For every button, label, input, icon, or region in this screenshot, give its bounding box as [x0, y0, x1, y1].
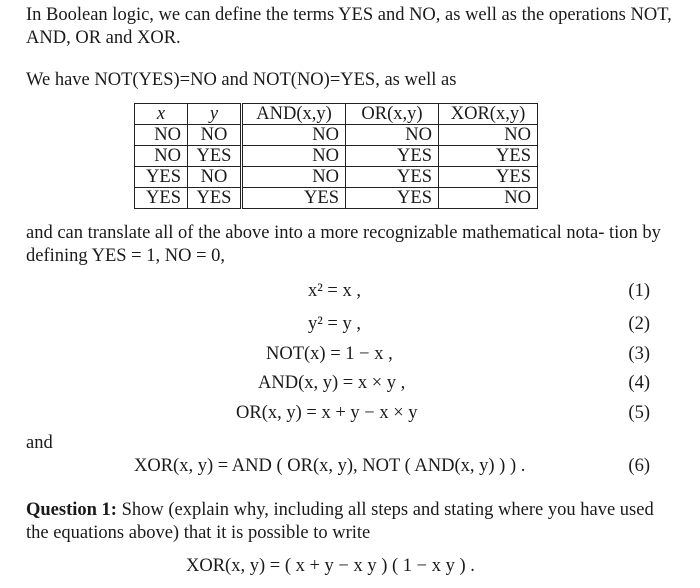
- table-row: [135, 125, 538, 146]
- table-row: [135, 188, 538, 209]
- cell: YES: [439, 167, 538, 188]
- cell: YES: [439, 146, 538, 167]
- header-or: OR(x,y): [346, 104, 439, 125]
- equation-number-2: (2): [628, 314, 650, 334]
- question-label: Question 1:: [26, 500, 117, 520]
- cell: NO: [188, 125, 242, 146]
- truth-table: [134, 103, 538, 209]
- not-definition-line: We have NOT(YES)=NO and NOT(NO)=YES, as well as: [26, 70, 457, 90]
- equation-5: OR(x, y) = x + y − x × y: [236, 403, 418, 423]
- truth-table-header: [135, 104, 538, 125]
- header-and: AND(x,y): [242, 104, 346, 125]
- header-x: x: [135, 104, 188, 125]
- equation-3: NOT(x) = 1 − x ,: [266, 344, 393, 364]
- table-row: [135, 167, 538, 188]
- cell: NO: [188, 167, 242, 188]
- question-paragraph: [26, 499, 676, 545]
- and-word: and: [26, 433, 53, 453]
- header-xor: XOR(x,y): [439, 104, 538, 125]
- cell: NO: [242, 125, 346, 146]
- translation-paragraph: and can translate all of the above into a more recognizable mathematical nota- tion by defining YES = 1, NO = 0,: [26, 223, 661, 266]
- equation-number-5: (5): [628, 403, 650, 423]
- equation-number-1: (1): [628, 281, 650, 301]
- cell: NO: [439, 188, 538, 209]
- cell: NO: [346, 125, 439, 146]
- equation-number-4: (4): [628, 373, 650, 393]
- cell: YES: [135, 167, 188, 188]
- cell: YES: [346, 188, 439, 209]
- cell: YES: [346, 146, 439, 167]
- cell: NO: [242, 167, 346, 188]
- cell: YES: [188, 146, 242, 167]
- cell: NO: [439, 125, 538, 146]
- equation-6: XOR(x, y) = AND ( OR(x, y), NOT ( AND(x, y) ) ) .: [134, 456, 526, 476]
- cell: YES: [188, 188, 242, 209]
- table-row: [135, 146, 538, 167]
- equation-2: y² = y ,: [308, 314, 361, 334]
- equation-number-6: (6): [628, 456, 650, 476]
- equation-1: x² = x ,: [308, 281, 361, 301]
- question-text: Show (explain why, including all steps and stating where you have used the equations above) that it is possible to write: [26, 500, 654, 543]
- equation-number-3: (3): [628, 344, 650, 364]
- cell: YES: [346, 167, 439, 188]
- cell: NO: [135, 146, 188, 167]
- cell: YES: [242, 188, 346, 209]
- cell: YES: [135, 188, 188, 209]
- equation-4: AND(x, y) = x × y ,: [258, 373, 406, 393]
- intro-paragraph: In Boolean logic, we can define the terms YES and NO, as well as the operations NOT, AND, OR and XOR.: [26, 5, 672, 48]
- header-y: y: [188, 104, 242, 125]
- cell: NO: [135, 125, 188, 146]
- final-expression: XOR(x, y) = ( x + y − x y ) ( 1 − x y ) .: [186, 556, 475, 576]
- cell: NO: [242, 146, 346, 167]
